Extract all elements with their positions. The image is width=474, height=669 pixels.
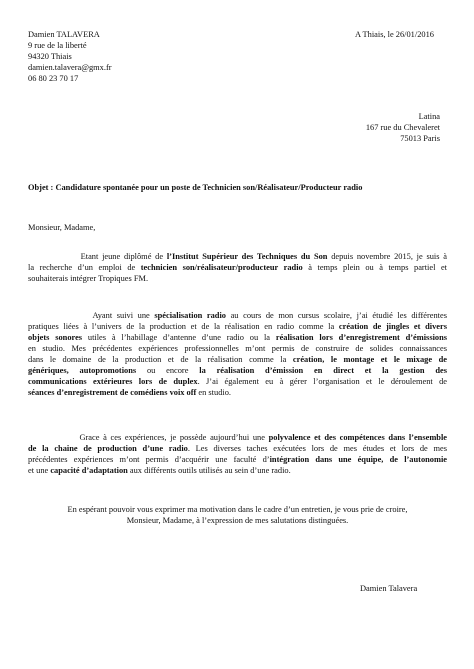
text-line: objets sonores utiles à l’habillage d’antenne d’une radio ou la réalisation lors d’enregistrement d’émissions — [28, 333, 448, 342]
closing-line-1: En espérant pouvoir vous exprimer ma motivation dans le cadre d’un entretien, je vous prie de croire, — [67, 505, 408, 514]
sender-block — [28, 29, 112, 84]
sender-street: 9 rue de la liberté — [28, 41, 87, 50]
recipient-block — [335, 111, 440, 144]
closing-formula — [28, 504, 447, 526]
text-line: génériques, autopromotions ou encore la réalisation d’émission en direct et la gestion des — [28, 366, 447, 375]
paragraph-skills — [28, 432, 447, 476]
sender-city: 94320 Thiais — [28, 52, 72, 61]
text-line: et une capacité d’adaptation aux différents outils utilisés au sein d’une radio. — [28, 466, 291, 475]
subject-line: Objet : Candidature spontanée pour un poste de Technicien son/Réalisateur/Producteur radio — [28, 183, 363, 192]
text-line: précédentes expériences m’ont permis d’acquérir une faculté d’intégration dans une équipe, de l’autonomie — [28, 455, 447, 464]
paragraph-education — [28, 251, 447, 284]
text-line: souhaiterais intégrer Tropiques FM. — [28, 274, 149, 283]
text-line: Etant jeune diplômé de l’Institut Supérieur des Techniques du Son depuis novembre 2015, je suis à — [80, 252, 447, 261]
salutation: Monsieur, Madame, — [28, 223, 96, 232]
text-line: communications extérieures lors de duplex. J’ai également eu à gérer l’organisation et le déroulement de — [28, 377, 447, 386]
text-line: de la chaine de production d’une radio. Les diverses taches exécutées lors de mes études et lors de mes — [28, 444, 447, 453]
sender-name: Damien TALAVERA — [28, 30, 100, 39]
text-line: Ayant suivi une spécialisation radio au cours de mon cursus scolaire, j’ai étudié les différentes — [92, 311, 447, 320]
text-line: pratiques liées à l’univers de la production et de la réalisation en radio comme la création de jingles et divers — [28, 322, 448, 331]
sender-email: damien.talavera@gmx.fr — [28, 63, 112, 72]
text-line: séances d’enregistrement de comédiens voix off en studio. — [28, 388, 231, 397]
text-line: Grace à ces expériences, je possède aujourd’hui une polyvalence et des compétences dans l’ensemble — [79, 433, 447, 442]
text-line: en studio. Mes précédentes expériences professionnelles m’ont permis de construire de solides connaissances — [28, 344, 447, 353]
signature-name: Damien Talavera — [360, 584, 418, 593]
recipient-name: Latina — [418, 112, 440, 121]
closing-line-2: Monsieur, Madame, à l’expression de mes salutations distinguées. — [126, 516, 349, 525]
recipient-city: 75013 Paris — [400, 134, 440, 143]
place-date: A Thiais, le 26/01/2016 — [355, 30, 434, 39]
recipient-street: 167 rue du Chevaleret — [365, 123, 440, 132]
sender-phone: 06 80 23 70 17 — [28, 74, 79, 83]
text-line: dans le domaine de la production et de la réalisation comme la création, le montage et le mixage de — [28, 355, 447, 364]
paragraph-experience — [28, 310, 447, 398]
text-line: la recherche d’un emploi de technicien son/réalisateur/producteur radio à temps plein ou à temps partiel et — [28, 263, 447, 272]
